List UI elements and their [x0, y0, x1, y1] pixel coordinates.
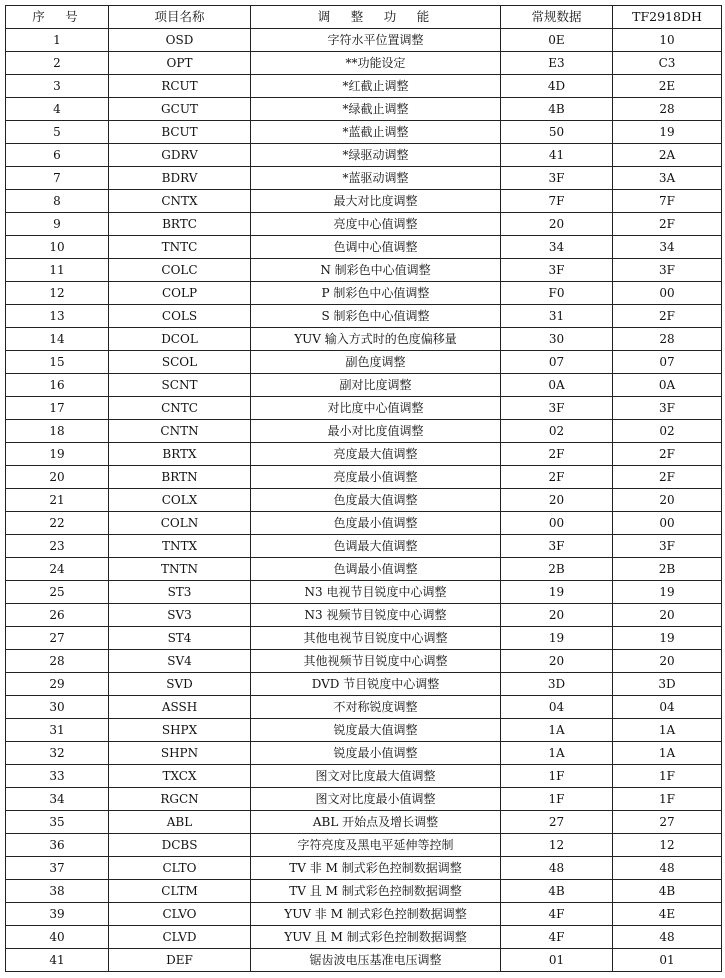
cell-standard-data: 20 [501, 604, 613, 627]
cell-item-name: BCUT [109, 121, 251, 144]
cell-item-name: SHPN [109, 742, 251, 765]
cell-item-name: BDRV [109, 167, 251, 190]
cell-function: 亮度中心值调整 [251, 213, 501, 236]
cell-model-data: 1F [613, 765, 722, 788]
cell-function: 字符水平位置调整 [251, 29, 501, 52]
table-row [6, 75, 722, 98]
cell-model-data: 3F [613, 397, 722, 420]
cell-index: 37 [6, 857, 109, 880]
cell-item-name: SV4 [109, 650, 251, 673]
cell-standard-data: 4D [501, 75, 613, 98]
cell-index: 15 [6, 351, 109, 374]
cell-item-name: RGCN [109, 788, 251, 811]
cell-model-data: 2A [613, 144, 722, 167]
table-row [6, 581, 722, 604]
cell-model-data: 20 [613, 650, 722, 673]
cell-function: TV 非 M 制式彩色控制数据调整 [251, 857, 501, 880]
cell-function: 锐度最大值调整 [251, 719, 501, 742]
cell-standard-data: 3F [501, 259, 613, 282]
table-row [6, 926, 722, 949]
cell-index: 17 [6, 397, 109, 420]
cell-model-data: 4B [613, 880, 722, 903]
table-row [6, 374, 722, 397]
cell-index: 27 [6, 627, 109, 650]
cell-item-name: CNTN [109, 420, 251, 443]
cell-function: DVD 节目锐度中心调整 [251, 673, 501, 696]
cell-index: 40 [6, 926, 109, 949]
cell-model-data: 01 [613, 949, 722, 972]
cell-index: 18 [6, 420, 109, 443]
table-row [6, 719, 722, 742]
cell-standard-data: 0A [501, 374, 613, 397]
cell-standard-data: 20 [501, 650, 613, 673]
cell-index: 24 [6, 558, 109, 581]
cell-index: 10 [6, 236, 109, 259]
cell-index: 9 [6, 213, 109, 236]
cell-model-data: 3F [613, 259, 722, 282]
cell-item-name: COLP [109, 282, 251, 305]
cell-model-data: 1A [613, 719, 722, 742]
header-item-name: 项目名称 [109, 6, 251, 29]
cell-index: 1 [6, 29, 109, 52]
cell-function: 亮度最大值调整 [251, 443, 501, 466]
table-row [6, 144, 722, 167]
table-row [6, 604, 722, 627]
cell-item-name: TNTN [109, 558, 251, 581]
table-row [6, 351, 722, 374]
cell-standard-data: 48 [501, 857, 613, 880]
cell-index: 5 [6, 121, 109, 144]
cell-item-name: TNTX [109, 535, 251, 558]
cell-standard-data: 4B [501, 98, 613, 121]
cell-item-name: CLTO [109, 857, 251, 880]
table-row [6, 52, 722, 75]
cell-item-name: SCOL [109, 351, 251, 374]
table-row [6, 765, 722, 788]
cell-function: 图文对比度最大值调整 [251, 765, 501, 788]
cell-index: 8 [6, 190, 109, 213]
cell-index: 2 [6, 52, 109, 75]
cell-index: 19 [6, 443, 109, 466]
cell-model-data: 19 [613, 121, 722, 144]
table-row [6, 443, 722, 466]
cell-item-name: BRTN [109, 466, 251, 489]
table-row [6, 673, 722, 696]
cell-function: YUV 非 M 制式彩色控制数据调整 [251, 903, 501, 926]
cell-index: 14 [6, 328, 109, 351]
cell-model-data: 1A [613, 742, 722, 765]
cell-standard-data: 02 [501, 420, 613, 443]
cell-index: 28 [6, 650, 109, 673]
table-row [6, 29, 722, 52]
cell-function: 锐度最小值调整 [251, 742, 501, 765]
cell-function: **功能设定 [251, 52, 501, 75]
cell-standard-data: 19 [501, 581, 613, 604]
header-row [6, 6, 722, 29]
cell-model-data: 2B [613, 558, 722, 581]
cell-standard-data: 19 [501, 627, 613, 650]
cell-item-name: SCNT [109, 374, 251, 397]
cell-model-data: 27 [613, 811, 722, 834]
cell-index: 32 [6, 742, 109, 765]
cell-standard-data: 27 [501, 811, 613, 834]
table-body [6, 29, 722, 972]
cell-standard-data: 7F [501, 190, 613, 213]
cell-index: 33 [6, 765, 109, 788]
table-row [6, 489, 722, 512]
cell-function: P 制彩色中心值调整 [251, 282, 501, 305]
cell-index: 41 [6, 949, 109, 972]
cell-model-data: 7F [613, 190, 722, 213]
cell-index: 6 [6, 144, 109, 167]
cell-model-data: 07 [613, 351, 722, 374]
table-row [6, 742, 722, 765]
cell-function: S 制彩色中心值调整 [251, 305, 501, 328]
cell-function: 最小对比度值调整 [251, 420, 501, 443]
cell-index: 22 [6, 512, 109, 535]
table-row [6, 98, 722, 121]
cell-model-data: 00 [613, 512, 722, 535]
cell-model-data: 2F [613, 466, 722, 489]
cell-function: N 制彩色中心值调整 [251, 259, 501, 282]
cell-model-data: 10 [613, 29, 722, 52]
cell-item-name: COLC [109, 259, 251, 282]
cell-index: 16 [6, 374, 109, 397]
table-row [6, 213, 722, 236]
cell-standard-data: 12 [501, 834, 613, 857]
cell-item-name: TXCX [109, 765, 251, 788]
cell-function: 色调最大值调整 [251, 535, 501, 558]
cell-model-data: 02 [613, 420, 722, 443]
cell-model-data: 20 [613, 604, 722, 627]
cell-model-data: 2E [613, 75, 722, 98]
cell-function: *红截止调整 [251, 75, 501, 98]
cell-item-name: DEF [109, 949, 251, 972]
cell-function: *绿驱动调整 [251, 144, 501, 167]
cell-model-data: 2F [613, 213, 722, 236]
header-model-data: TF2918DH [613, 6, 722, 29]
cell-function: N3 电视节目锐度中心调整 [251, 581, 501, 604]
cell-function: 最大对比度调整 [251, 190, 501, 213]
cell-function: TV 且 M 制式彩色控制数据调整 [251, 880, 501, 903]
table-row [6, 535, 722, 558]
cell-index: 31 [6, 719, 109, 742]
cell-standard-data: 1A [501, 742, 613, 765]
cell-item-name: CLVO [109, 903, 251, 926]
cell-model-data: 28 [613, 328, 722, 351]
cell-model-data: 0A [613, 374, 722, 397]
cell-index: 4 [6, 98, 109, 121]
table-row [6, 811, 722, 834]
cell-function: N3 视频节目锐度中心调整 [251, 604, 501, 627]
cell-standard-data: 20 [501, 489, 613, 512]
cell-index: 25 [6, 581, 109, 604]
cell-function: 对比度中心值调整 [251, 397, 501, 420]
table-row [6, 650, 722, 673]
table-row [6, 627, 722, 650]
cell-function: ABL 开始点及增长调整 [251, 811, 501, 834]
cell-standard-data: 2F [501, 466, 613, 489]
cell-item-name: COLX [109, 489, 251, 512]
cell-item-name: CNTX [109, 190, 251, 213]
cell-function: YUV 输入方式时的色度偏移量 [251, 328, 501, 351]
cell-standard-data: 31 [501, 305, 613, 328]
cell-index: 26 [6, 604, 109, 627]
cell-item-name: COLN [109, 512, 251, 535]
cell-model-data: 00 [613, 282, 722, 305]
cell-item-name: COLS [109, 305, 251, 328]
cell-function: 字符亮度及黑电平延伸等控制 [251, 834, 501, 857]
table-row [6, 949, 722, 972]
table-row [6, 121, 722, 144]
cell-function: *蓝截止调整 [251, 121, 501, 144]
cell-index: 36 [6, 834, 109, 857]
cell-standard-data: 04 [501, 696, 613, 719]
cell-model-data: 4E [613, 903, 722, 926]
table-row [6, 420, 722, 443]
cell-item-name: TNTC [109, 236, 251, 259]
table-row [6, 236, 722, 259]
cell-item-name: RCUT [109, 75, 251, 98]
cell-model-data: 48 [613, 926, 722, 949]
cell-item-name: CLTM [109, 880, 251, 903]
cell-item-name: ST4 [109, 627, 251, 650]
cell-model-data: 3A [613, 167, 722, 190]
table-row [6, 466, 722, 489]
cell-standard-data: F0 [501, 282, 613, 305]
table-row [6, 880, 722, 903]
cell-standard-data: 30 [501, 328, 613, 351]
cell-item-name: SV3 [109, 604, 251, 627]
cell-item-name: GDRV [109, 144, 251, 167]
cell-standard-data: 4B [501, 880, 613, 903]
table-row [6, 696, 722, 719]
cell-model-data: 20 [613, 489, 722, 512]
cell-item-name: SHPX [109, 719, 251, 742]
table-row [6, 397, 722, 420]
cell-model-data: 1F [613, 788, 722, 811]
cell-standard-data: 1F [501, 788, 613, 811]
cell-index: 34 [6, 788, 109, 811]
cell-index: 35 [6, 811, 109, 834]
cell-standard-data: 3F [501, 535, 613, 558]
cell-index: 12 [6, 282, 109, 305]
header-function: 调 整 功 能 [251, 6, 501, 29]
table-row [6, 282, 722, 305]
cell-standard-data: 0E [501, 29, 613, 52]
cell-item-name: ABL [109, 811, 251, 834]
cell-standard-data: 3F [501, 397, 613, 420]
cell-function: 其他电视节目锐度中心调整 [251, 627, 501, 650]
cell-function: 副色度调整 [251, 351, 501, 374]
cell-function: 图文对比度最小值调整 [251, 788, 501, 811]
cell-model-data: 48 [613, 857, 722, 880]
cell-item-name: BRTX [109, 443, 251, 466]
cell-item-name: CLVD [109, 926, 251, 949]
cell-index: 11 [6, 259, 109, 282]
cell-function: 其他视频节目锐度中心调整 [251, 650, 501, 673]
cell-function: 色调中心值调整 [251, 236, 501, 259]
cell-standard-data: 3F [501, 167, 613, 190]
adjustment-data-table [5, 5, 722, 972]
cell-model-data: 28 [613, 98, 722, 121]
header-standard-data: 常规数据 [501, 6, 613, 29]
cell-item-name: CNTC [109, 397, 251, 420]
cell-standard-data: E3 [501, 52, 613, 75]
cell-standard-data: 00 [501, 512, 613, 535]
cell-item-name: OPT [109, 52, 251, 75]
cell-standard-data: 3D [501, 673, 613, 696]
cell-standard-data: 20 [501, 213, 613, 236]
cell-item-name: DCBS [109, 834, 251, 857]
table-row [6, 259, 722, 282]
cell-index: 13 [6, 305, 109, 328]
cell-item-name: ASSH [109, 696, 251, 719]
cell-model-data: 34 [613, 236, 722, 259]
table-row [6, 834, 722, 857]
cell-index: 30 [6, 696, 109, 719]
cell-standard-data: 34 [501, 236, 613, 259]
cell-model-data: 2F [613, 443, 722, 466]
cell-index: 29 [6, 673, 109, 696]
cell-index: 38 [6, 880, 109, 903]
table-row [6, 903, 722, 926]
table-row [6, 788, 722, 811]
cell-item-name: OSD [109, 29, 251, 52]
cell-item-name: GCUT [109, 98, 251, 121]
cell-item-name: ST3 [109, 581, 251, 604]
cell-function: 色度最大值调整 [251, 489, 501, 512]
cell-model-data: 2F [613, 305, 722, 328]
cell-model-data: 3F [613, 535, 722, 558]
cell-function: *绿截止调整 [251, 98, 501, 121]
cell-function: 色调最小值调整 [251, 558, 501, 581]
cell-model-data: 04 [613, 696, 722, 719]
header-index: 序 号 [6, 6, 109, 29]
cell-standard-data: 50 [501, 121, 613, 144]
cell-function: 色度最小值调整 [251, 512, 501, 535]
cell-function: YUV 且 M 制式彩色控制数据调整 [251, 926, 501, 949]
cell-function: 副对比度调整 [251, 374, 501, 397]
table-row [6, 328, 722, 351]
cell-model-data: 19 [613, 581, 722, 604]
cell-index: 39 [6, 903, 109, 926]
cell-standard-data: 41 [501, 144, 613, 167]
cell-item-name: BRTC [109, 213, 251, 236]
cell-index: 20 [6, 466, 109, 489]
cell-function: 锯齿波电压基准电压调整 [251, 949, 501, 972]
cell-index: 21 [6, 489, 109, 512]
cell-item-name: DCOL [109, 328, 251, 351]
cell-function: 亮度最小值调整 [251, 466, 501, 489]
table-row [6, 190, 722, 213]
cell-standard-data: 2B [501, 558, 613, 581]
cell-standard-data: 4F [501, 903, 613, 926]
table-row [6, 167, 722, 190]
cell-index: 7 [6, 167, 109, 190]
table-row [6, 305, 722, 328]
cell-standard-data: 07 [501, 351, 613, 374]
cell-standard-data: 1F [501, 765, 613, 788]
cell-model-data: 12 [613, 834, 722, 857]
table-row [6, 857, 722, 880]
table-row [6, 558, 722, 581]
cell-function: *蓝驱动调整 [251, 167, 501, 190]
cell-standard-data: 1A [501, 719, 613, 742]
cell-standard-data: 01 [501, 949, 613, 972]
cell-standard-data: 4F [501, 926, 613, 949]
cell-index: 3 [6, 75, 109, 98]
cell-model-data: 19 [613, 627, 722, 650]
cell-model-data: C3 [613, 52, 722, 75]
cell-model-data: 3D [613, 673, 722, 696]
cell-index: 23 [6, 535, 109, 558]
cell-function: 不对称锐度调整 [251, 696, 501, 719]
cell-standard-data: 2F [501, 443, 613, 466]
cell-item-name: SVD [109, 673, 251, 696]
table-row [6, 512, 722, 535]
